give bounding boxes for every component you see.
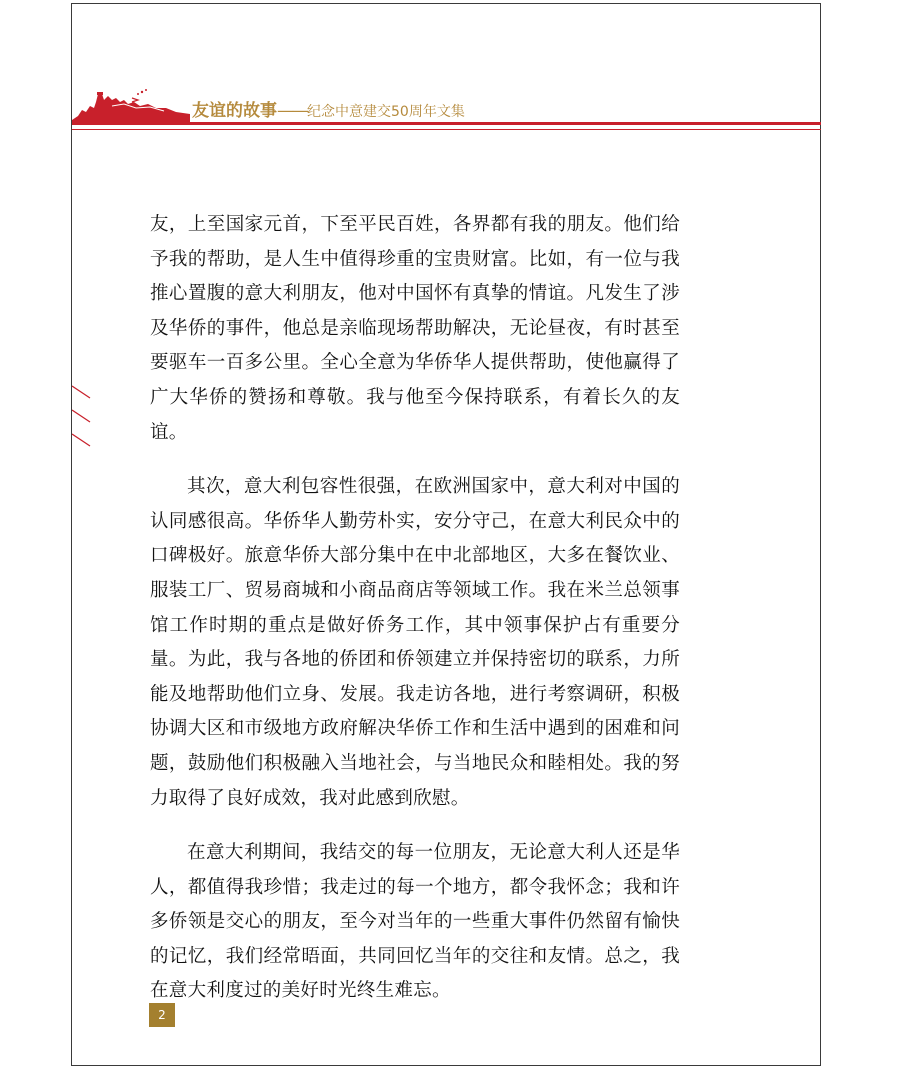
- great-wall-logo-icon: [72, 86, 190, 122]
- running-header: [72, 80, 821, 140]
- header-rule-thick: [72, 122, 821, 125]
- header-title: [192, 96, 465, 121]
- book-subtitle: 纪念中意建交50周年文集: [307, 104, 465, 120]
- slash-marks-icon: [72, 382, 92, 452]
- paragraph: 友，上至国家元首，下至平民百姓，各界都有我的朋友。他们给予我的帮助，是人生中值得珍重的宝贵财富。比如，有一位与我推心置腹的意大利朋友，他对中国怀有真挚的情谊。凡发生了涉及华侨的事件，他总是亲临现场帮助解决，无论昼夜，有时甚至要驱车一百多公里。全心全意为华侨华人提供帮助，使他赢得了广大华侨的赞扬和尊敬。我与他至今保持联系，有着长久的友谊。: [150, 214, 680, 443]
- paragraph: 其次，意大利包容性很强，在欧洲国家中，意大利对中国的认同感很高。华侨华人勤劳朴实，安分守己，在意大利民众中的口碑极好。旅意华侨大部分集中在中北部地区，大多在餐饮业、服装工厂、贸易商城和小商品商店等领域工作。我在米兰总领事馆工作时期的重点是做好侨务工作，其中领事保护占有重要分量。为此，我与各地的侨团和侨领建立并保持密切的联系，力所能及地帮助他们立身、发展。我走访各地，进行考察调研，积极协调大区和市级地方政府解决华侨工作和生活中遇到的困难和问题，鼓励他们积极融入当地社会，与当地民众和睦相处。我的努力取得了良好成效，我对此感到欣慰。: [150, 476, 680, 809]
- body-text: [150, 208, 680, 1009]
- paragraph: 在意大利期间，我结交的每一位朋友，无论意大利人还是华人，都值得我珍惜；我走过的每一个地方，都令我怀念；我和许多侨领是交心的朋友，至今对当年的一些重大事件仍然留有愉快的记忆，我们经常晤面，共同回忆当年的交往和友情。总之，我在意大利度过的美好时光终生难忘。: [150, 842, 680, 1002]
- page-number: 2: [149, 1003, 175, 1027]
- header-rule-thin: [72, 129, 821, 130]
- title-separator: ——: [277, 101, 307, 121]
- book-title: 友谊的故事: [192, 101, 277, 121]
